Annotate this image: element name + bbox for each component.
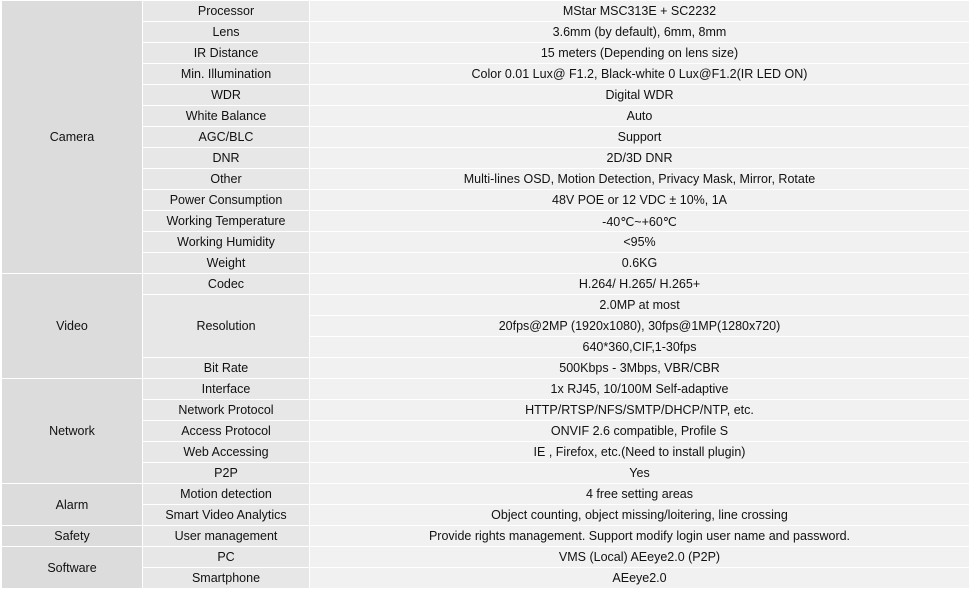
spec-value-working-temperature: -40℃~+60℃ (310, 211, 970, 232)
spec-value-min-illumination: Color 0.01 Lux@ F1.2, Black-white 0 Lux@F1.2(IR LED ON) (310, 64, 970, 85)
spec-value-web-accessing: IE , Firefox, etc.(Need to install plugin) (310, 442, 970, 463)
table-row (2, 505, 970, 526)
spec-label-processor: Processor (143, 1, 310, 22)
category-alarm: Alarm (2, 484, 143, 526)
spec-label-bit-rate: Bit Rate (143, 358, 310, 379)
spec-label-smartphone: Smartphone (143, 568, 310, 589)
spec-label-codec: Codec (143, 274, 310, 295)
spec-label-power-consumption: Power Consumption (143, 190, 310, 211)
spec-value-p2p: Yes (310, 463, 970, 484)
spec-value-resolution: 20fps@2MP (1920x1080), 30fps@1MP(1280x720) (310, 316, 970, 337)
category-safety: Safety (2, 526, 143, 547)
table-row (2, 22, 970, 43)
table-row (2, 568, 970, 589)
table-row (2, 295, 970, 316)
spec-table (1, 0, 970, 589)
table-row (2, 547, 970, 568)
table-row (2, 232, 970, 253)
spec-label-access-protocol: Access Protocol (143, 421, 310, 442)
table-row (2, 358, 970, 379)
table-row (2, 43, 970, 64)
spec-label-p2p: P2P (143, 463, 310, 484)
spec-label-agc-blc: AGC/BLC (143, 127, 310, 148)
table-row (2, 127, 970, 148)
category-network: Network (2, 379, 143, 484)
spec-value-white-balance: Auto (310, 106, 970, 127)
spec-label-user-management: User management (143, 526, 310, 547)
spec-label-weight: Weight (143, 253, 310, 274)
spec-value-pc: VMS (Local) AEeye2.0 (P2P) (310, 547, 970, 568)
spec-label-white-balance: White Balance (143, 106, 310, 127)
spec-label-lens: Lens (143, 22, 310, 43)
spec-value-user-management: Provide rights management. Support modify login user name and password. (310, 526, 970, 547)
table-row (2, 169, 970, 190)
spec-label-network-protocol: Network Protocol (143, 400, 310, 421)
spec-value-codec: H.264/ H.265/ H.265+ (310, 274, 970, 295)
spec-value-access-protocol: ONVIF 2.6 compatible, Profile S (310, 421, 970, 442)
spec-value-agc-blc: Support (310, 127, 970, 148)
table-row (2, 463, 970, 484)
table-row (2, 253, 970, 274)
spec-value-interface: 1x RJ45, 10/100M Self-adaptive (310, 379, 970, 400)
spec-label-resolution: Resolution (143, 295, 310, 358)
spec-label-dnr: DNR (143, 148, 310, 169)
spec-value-processor: MStar MSC313E + SC2232 (310, 1, 970, 22)
table-row (2, 526, 970, 547)
spec-label-interface: Interface (143, 379, 310, 400)
spec-value-bit-rate: 500Kbps - 3Mbps, VBR/CBR (310, 358, 970, 379)
table-row (2, 106, 970, 127)
spec-value-smartphone: AEeye2.0 (310, 568, 970, 589)
spec-label-wdr: WDR (143, 85, 310, 106)
table-row (2, 379, 970, 400)
spec-value-working-humidity: <95% (310, 232, 970, 253)
spec-value-dnr: 2D/3D DNR (310, 148, 970, 169)
table-row (2, 484, 970, 505)
spec-value-other: Multi-lines OSD, Motion Detection, Privacy Mask, Mirror, Rotate (310, 169, 970, 190)
spec-value-wdr: Digital WDR (310, 85, 970, 106)
spec-value-network-protocol: HTTP/RTSP/NFS/SMTP/DHCP/NTP, etc. (310, 400, 970, 421)
spec-value-resolution: 640*360,CIF,1-30fps (310, 337, 970, 358)
table-row (2, 1, 970, 22)
table-row (2, 400, 970, 421)
spec-label-motion-detection: Motion detection (143, 484, 310, 505)
spec-value-resolution: 2.0MP at most (310, 295, 970, 316)
table-row (2, 442, 970, 463)
spec-value-ir-distance: 15 meters (Depending on lens size) (310, 43, 970, 64)
spec-value-power-consumption: 48V POE or 12 VDC ± 10%, 1A (310, 190, 970, 211)
spec-label-ir-distance: IR Distance (143, 43, 310, 64)
spec-label-pc: PC (143, 547, 310, 568)
table-row (2, 64, 970, 85)
table-row (2, 211, 970, 232)
spec-label-working-humidity: Working Humidity (143, 232, 310, 253)
spec-value-lens: 3.6mm (by default), 6mm, 8mm (310, 22, 970, 43)
spec-label-other: Other (143, 169, 310, 190)
category-video: Video (2, 274, 143, 379)
spec-value-motion-detection: 4 free setting areas (310, 484, 970, 505)
category-software: Software (2, 547, 143, 589)
spec-label-working-temperature: Working Temperature (143, 211, 310, 232)
spec-label-min-illumination: Min. Illumination (143, 64, 310, 85)
category-camera: Camera (2, 1, 143, 274)
table-row (2, 148, 970, 169)
spec-value-smart-video-analytics: Object counting, object missing/loitering, line crossing (310, 505, 970, 526)
table-row (2, 85, 970, 106)
spec-label-web-accessing: Web Accessing (143, 442, 310, 463)
table-row (2, 190, 970, 211)
spec-label-smart-video-analytics: Smart Video Analytics (143, 505, 310, 526)
table-row (2, 274, 970, 295)
table-row (2, 421, 970, 442)
spec-value-weight: 0.6KG (310, 253, 970, 274)
